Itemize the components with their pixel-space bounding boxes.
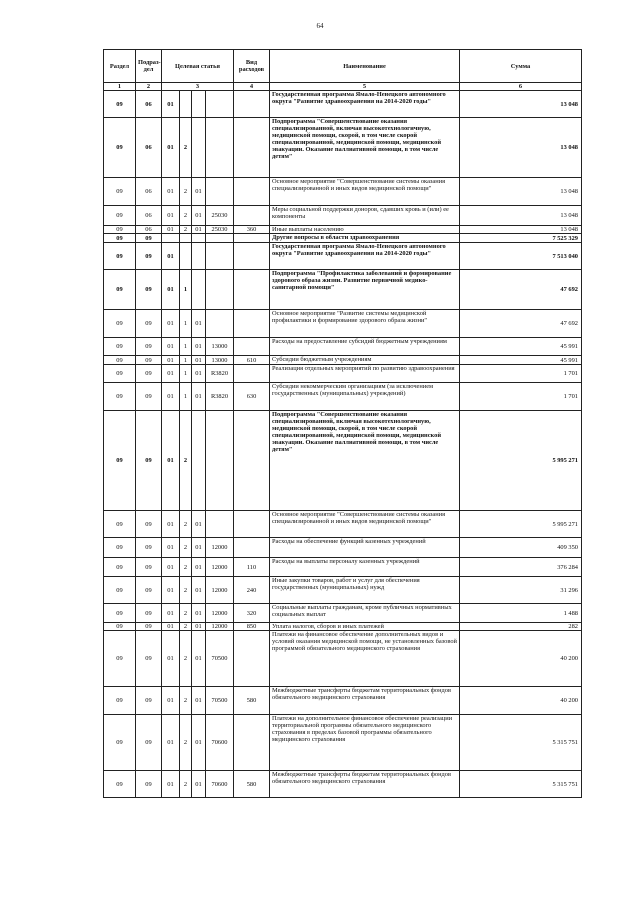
row-name: Подпрограмма "Совершенствование оказания специализированной, включая высокотехнологичную, медицинской помощи, скорой, в том числе скорой специализированной, медицинской помощи, медицинской эвакуации. Оказание паллиативной помощи, в том числе детям" — [270, 118, 460, 178]
row-activity-code — [192, 270, 206, 310]
row-program-code: 01 — [162, 206, 180, 226]
row-podrazdel: 06 — [136, 226, 162, 234]
row-activity-code: 01 — [192, 577, 206, 604]
row-name: Платежи на дополнительное финансовое обеспечение реализации территориальной программы обязательного медицинского страхования в пределах базовой программы обязательного медицинского страхования — [270, 715, 460, 771]
row-expense-type: 580 — [234, 771, 270, 798]
row-podrazdel: 09 — [136, 365, 162, 383]
row-direction-code — [206, 118, 234, 178]
row-subprogram-code: 1 — [180, 270, 192, 310]
row-name: Меры социальной поддержки доноров, сдавших кровь и (или) ее компоненты — [270, 206, 460, 226]
row-subprogram-code: 1 — [180, 383, 192, 411]
row-podrazdel: 09 — [136, 356, 162, 365]
row-expense-type — [234, 538, 270, 558]
row-name: Межбюджетные трансферты бюджетам территориальных фондов обязательного медицинского страхования — [270, 687, 460, 715]
row-podrazdel: 09 — [136, 234, 162, 243]
row-expense-type: 240 — [234, 577, 270, 604]
row-expense-type — [234, 411, 270, 511]
table-row — [104, 234, 582, 243]
row-sum: 47 692 — [460, 310, 582, 338]
row-sum: 31 296 — [460, 577, 582, 604]
row-activity-code: 01 — [192, 226, 206, 234]
row-razdel: 09 — [104, 771, 136, 798]
row-expense-type — [234, 206, 270, 226]
row-program-code: 01 — [162, 604, 180, 623]
table-row — [104, 771, 582, 798]
row-subprogram-code: 2 — [180, 411, 192, 511]
row-razdel: 09 — [104, 356, 136, 365]
table-header — [104, 50, 582, 91]
row-activity-code — [192, 243, 206, 270]
row-sum: 40 200 — [460, 687, 582, 715]
row-direction-code: 12000 — [206, 538, 234, 558]
row-activity-code: 01 — [192, 604, 206, 623]
row-razdel: 09 — [104, 558, 136, 577]
row-sum: 47 692 — [460, 270, 582, 310]
row-direction-code: R3820 — [206, 365, 234, 383]
row-expense-type — [234, 118, 270, 178]
row-sum: 282 — [460, 623, 582, 631]
row-name: Подпрограмма "Профилактика заболеваний и формирование здорового образа жизни. Развитие первичной медико-санитарной помощи" — [270, 270, 460, 310]
row-subprogram-code — [180, 243, 192, 270]
row-sum: 13 048 — [460, 206, 582, 226]
row-sum: 7 513 040 — [460, 243, 582, 270]
row-sum: 7 525 329 — [460, 234, 582, 243]
table-row — [104, 365, 582, 383]
row-direction-code — [206, 243, 234, 270]
header-podrazdel: Подраз-дел — [136, 50, 162, 83]
row-activity-code: 01 — [192, 365, 206, 383]
row-direction-code — [206, 411, 234, 511]
row-expense-type — [234, 715, 270, 771]
row-direction-code: 25030 — [206, 226, 234, 234]
row-expense-type — [234, 365, 270, 383]
row-activity-code: 01 — [192, 623, 206, 631]
table-row — [104, 270, 582, 310]
table-row — [104, 310, 582, 338]
table-body — [104, 91, 582, 798]
row-name: Государственная программа Ямало-Ненецкого автономного округа "Развитие здравоохранения на 2014-2020 годы" — [270, 243, 460, 270]
row-expense-type — [234, 270, 270, 310]
budget-table — [103, 49, 582, 798]
row-podrazdel: 06 — [136, 91, 162, 118]
row-subprogram-code: 2 — [180, 206, 192, 226]
row-razdel: 09 — [104, 383, 136, 411]
row-name: Расходы на предоставление субсидий бюджетным учреждениям — [270, 338, 460, 356]
row-sum: 13 048 — [460, 226, 582, 234]
header-sum: Сумма — [460, 50, 582, 83]
row-name: Социальные выплаты гражданам, кроме публичных нормативных социальных выплат — [270, 604, 460, 623]
row-program-code — [162, 234, 180, 243]
row-direction-code: 70500 — [206, 687, 234, 715]
row-razdel: 09 — [104, 338, 136, 356]
table-row — [104, 206, 582, 226]
row-subprogram-code: 1 — [180, 365, 192, 383]
row-subprogram-code: 2 — [180, 511, 192, 538]
row-program-code: 01 — [162, 365, 180, 383]
row-subprogram-code: 2 — [180, 771, 192, 798]
row-expense-type — [234, 511, 270, 538]
row-podrazdel: 09 — [136, 310, 162, 338]
row-subprogram-code: 2 — [180, 118, 192, 178]
row-program-code: 01 — [162, 631, 180, 687]
row-direction-code — [206, 178, 234, 206]
row-razdel: 09 — [104, 270, 136, 310]
row-expense-type: 580 — [234, 687, 270, 715]
row-razdel: 09 — [104, 411, 136, 511]
row-name: Субсидии бюджетным учреждениям — [270, 356, 460, 365]
row-program-code: 01 — [162, 356, 180, 365]
row-podrazdel: 06 — [136, 178, 162, 206]
row-podrazdel: 09 — [136, 623, 162, 631]
row-activity-code — [192, 411, 206, 511]
row-activity-code: 01 — [192, 383, 206, 411]
row-name: Другие вопросы в области здравоохранения — [270, 234, 460, 243]
row-razdel: 09 — [104, 234, 136, 243]
column-number: 2 — [136, 83, 162, 91]
row-direction-code — [206, 270, 234, 310]
row-program-code: 01 — [162, 226, 180, 234]
row-activity-code: 01 — [192, 356, 206, 365]
row-direction-code: 70600 — [206, 771, 234, 798]
table-row — [104, 383, 582, 411]
row-program-code: 01 — [162, 310, 180, 338]
row-activity-code: 01 — [192, 538, 206, 558]
row-activity-code: 01 — [192, 310, 206, 338]
table-row — [104, 338, 582, 356]
row-podrazdel: 09 — [136, 771, 162, 798]
row-name: Основное мероприятие "Совершенствование системы оказания специализированной и иных видов медицинской помощи" — [270, 178, 460, 206]
header-expense-type: Вид расходов — [234, 50, 270, 83]
row-subprogram-code: 2 — [180, 538, 192, 558]
column-number: 3 — [162, 83, 234, 91]
row-name: Межбюджетные трансферты бюджетам территориальных фондов обязательного медицинского страхования — [270, 771, 460, 798]
row-sum: 1 701 — [460, 383, 582, 411]
row-direction-code: 70600 — [206, 715, 234, 771]
row-program-code: 01 — [162, 538, 180, 558]
row-program-code: 01 — [162, 91, 180, 118]
row-podrazdel: 09 — [136, 538, 162, 558]
row-podrazdel: 09 — [136, 687, 162, 715]
row-activity-code: 01 — [192, 715, 206, 771]
row-subprogram-code: 2 — [180, 623, 192, 631]
row-program-code: 01 — [162, 243, 180, 270]
row-name: Подпрограмма "Совершенствование оказания специализированной, включая высокотехнологичную, медицинской помощи, скорой, в том числе скорой специализированной, медицинской помощи, медицинской эвакуации. Оказание паллиативной помощи, в том числе детям" — [270, 411, 460, 511]
row-podrazdel: 09 — [136, 558, 162, 577]
row-podrazdel: 09 — [136, 715, 162, 771]
row-sum: 45 991 — [460, 338, 582, 356]
row-expense-type — [234, 91, 270, 118]
table-row — [104, 623, 582, 631]
row-direction-code: 25030 — [206, 206, 234, 226]
row-subprogram-code: 2 — [180, 558, 192, 577]
table-row — [104, 687, 582, 715]
row-expense-type: 630 — [234, 383, 270, 411]
row-razdel: 09 — [104, 206, 136, 226]
row-activity-code: 01 — [192, 206, 206, 226]
row-expense-type — [234, 631, 270, 687]
row-program-code: 01 — [162, 715, 180, 771]
row-expense-type: 610 — [234, 356, 270, 365]
row-activity-code: 01 — [192, 687, 206, 715]
row-direction-code: 13000 — [206, 356, 234, 365]
row-direction-code — [206, 234, 234, 243]
row-program-code: 01 — [162, 687, 180, 715]
row-subprogram-code: 1 — [180, 310, 192, 338]
row-direction-code: 12000 — [206, 558, 234, 577]
row-program-code: 01 — [162, 178, 180, 206]
row-program-code: 01 — [162, 558, 180, 577]
page-number: 64 — [316, 22, 324, 30]
row-activity-code: 01 — [192, 771, 206, 798]
row-subprogram-code: 2 — [180, 631, 192, 687]
table-row — [104, 577, 582, 604]
row-sum: 5 315 751 — [460, 715, 582, 771]
row-razdel: 09 — [104, 226, 136, 234]
row-expense-type: 320 — [234, 604, 270, 623]
row-name: Субсидии некоммерческим организациям (за исключением государственных (муниципальных) учреждений) — [270, 383, 460, 411]
table-row — [104, 715, 582, 771]
row-direction-code: 13000 — [206, 338, 234, 356]
row-activity-code: 01 — [192, 631, 206, 687]
table-row — [104, 356, 582, 365]
row-sum: 5 315 751 — [460, 771, 582, 798]
row-sum: 5 995 271 — [460, 411, 582, 511]
header-name: Наименование — [270, 50, 460, 83]
row-podrazdel: 09 — [136, 338, 162, 356]
row-razdel: 09 — [104, 631, 136, 687]
row-sum: 409 350 — [460, 538, 582, 558]
table-row — [104, 631, 582, 687]
row-direction-code: 12000 — [206, 577, 234, 604]
row-activity-code — [192, 118, 206, 178]
row-sum: 40 200 — [460, 631, 582, 687]
row-podrazdel: 09 — [136, 383, 162, 411]
row-program-code: 01 — [162, 411, 180, 511]
table-row — [104, 511, 582, 538]
row-razdel: 09 — [104, 118, 136, 178]
row-sum: 13 048 — [460, 118, 582, 178]
row-expense-type: 110 — [234, 558, 270, 577]
table-row — [104, 604, 582, 623]
row-program-code: 01 — [162, 511, 180, 538]
row-direction-code — [206, 91, 234, 118]
row-expense-type — [234, 178, 270, 206]
row-subprogram-code: 2 — [180, 604, 192, 623]
row-sum: 1 488 — [460, 604, 582, 623]
row-podrazdel: 09 — [136, 511, 162, 538]
row-subprogram-code: 2 — [180, 178, 192, 206]
row-razdel: 09 — [104, 604, 136, 623]
row-razdel: 09 — [104, 715, 136, 771]
row-subprogram-code: 2 — [180, 226, 192, 234]
row-direction-code: 12000 — [206, 623, 234, 631]
table-row — [104, 411, 582, 511]
row-sum: 1 701 — [460, 365, 582, 383]
row-podrazdel: 09 — [136, 577, 162, 604]
row-program-code: 01 — [162, 771, 180, 798]
row-name: Иные выплаты населению — [270, 226, 460, 234]
row-activity-code — [192, 234, 206, 243]
column-number: 4 — [234, 83, 270, 91]
row-activity-code: 01 — [192, 511, 206, 538]
row-subprogram-code — [180, 234, 192, 243]
row-activity-code: 01 — [192, 558, 206, 577]
row-sum: 13 048 — [460, 178, 582, 206]
row-name: Государственная программа Ямало-Ненецкого автономного округа "Развитие здравоохранения на 2014-2020 годы" — [270, 91, 460, 118]
row-name: Уплата налогов, сборов и иных платежей — [270, 623, 460, 631]
row-expense-type — [234, 234, 270, 243]
column-number: 1 — [104, 83, 136, 91]
row-subprogram-code: 2 — [180, 577, 192, 604]
table-row — [104, 178, 582, 206]
row-razdel: 09 — [104, 310, 136, 338]
row-program-code: 01 — [162, 270, 180, 310]
row-program-code: 01 — [162, 118, 180, 178]
row-razdel: 09 — [104, 623, 136, 631]
row-expense-type — [234, 310, 270, 338]
header-razdel: Раздел — [104, 50, 136, 83]
header-target-article: Целевая статья — [162, 50, 234, 83]
row-razdel: 09 — [104, 178, 136, 206]
row-name: Реализация отдельных мероприятий по развитию здравоохранения — [270, 365, 460, 383]
table-row — [104, 226, 582, 234]
row-name: Основное мероприятие "Совершенствование системы оказания специализированной и иных видов медицинской помощи" — [270, 511, 460, 538]
row-razdel: 09 — [104, 577, 136, 604]
row-subprogram-code: 2 — [180, 715, 192, 771]
row-program-code: 01 — [162, 338, 180, 356]
row-razdel: 09 — [104, 687, 136, 715]
row-subprogram-code — [180, 91, 192, 118]
row-name: Платежи на финансовое обеспечение дополнительных видов и условий оказания медицинской помощи, не установленных базовой программой обязательного медицинского страхования — [270, 631, 460, 687]
row-razdel: 09 — [104, 538, 136, 558]
row-podrazdel: 06 — [136, 118, 162, 178]
row-expense-type: 850 — [234, 623, 270, 631]
row-sum: 5 995 271 — [460, 511, 582, 538]
row-sum: 376 284 — [460, 558, 582, 577]
row-razdel: 09 — [104, 243, 136, 270]
table-row — [104, 118, 582, 178]
row-sum: 45 991 — [460, 356, 582, 365]
column-numbers-row — [104, 83, 582, 91]
row-expense-type — [234, 338, 270, 356]
row-direction-code: 70500 — [206, 631, 234, 687]
table-row — [104, 558, 582, 577]
row-podrazdel: 09 — [136, 411, 162, 511]
table-row — [104, 538, 582, 558]
row-expense-type — [234, 243, 270, 270]
row-program-code: 01 — [162, 383, 180, 411]
row-razdel: 09 — [104, 511, 136, 538]
row-podrazdel: 09 — [136, 631, 162, 687]
row-subprogram-code: 2 — [180, 687, 192, 715]
row-name: Основное мероприятие "Развитие системы медицинской профилактики и формирование здорового образа жизни" — [270, 310, 460, 338]
row-subprogram-code: 1 — [180, 338, 192, 356]
row-activity-code: 01 — [192, 338, 206, 356]
row-direction-code — [206, 310, 234, 338]
row-subprogram-code: 1 — [180, 356, 192, 365]
row-podrazdel: 09 — [136, 604, 162, 623]
row-expense-type: 360 — [234, 226, 270, 234]
row-program-code: 01 — [162, 577, 180, 604]
row-name: Иные закупки товаров, работ и услуг для обеспечения государственных (муниципальных) нужд — [270, 577, 460, 604]
row-razdel: 09 — [104, 365, 136, 383]
row-direction-code: R3820 — [206, 383, 234, 411]
column-number: 6 — [460, 83, 582, 91]
row-program-code: 01 — [162, 623, 180, 631]
row-direction-code — [206, 511, 234, 538]
row-name: Расходы на выплаты персоналу казенных учреждений — [270, 558, 460, 577]
row-sum: 13 048 — [460, 91, 582, 118]
row-razdel: 09 — [104, 91, 136, 118]
row-name: Расходы на обеспечение функций казенных учреждений — [270, 538, 460, 558]
row-podrazdel: 06 — [136, 206, 162, 226]
row-activity-code: 01 — [192, 178, 206, 206]
row-podrazdel: 09 — [136, 270, 162, 310]
row-direction-code: 12000 — [206, 604, 234, 623]
column-number: 5 — [270, 83, 460, 91]
row-activity-code — [192, 91, 206, 118]
row-podrazdel: 09 — [136, 243, 162, 270]
table-row — [104, 243, 582, 270]
table-row — [104, 91, 582, 118]
